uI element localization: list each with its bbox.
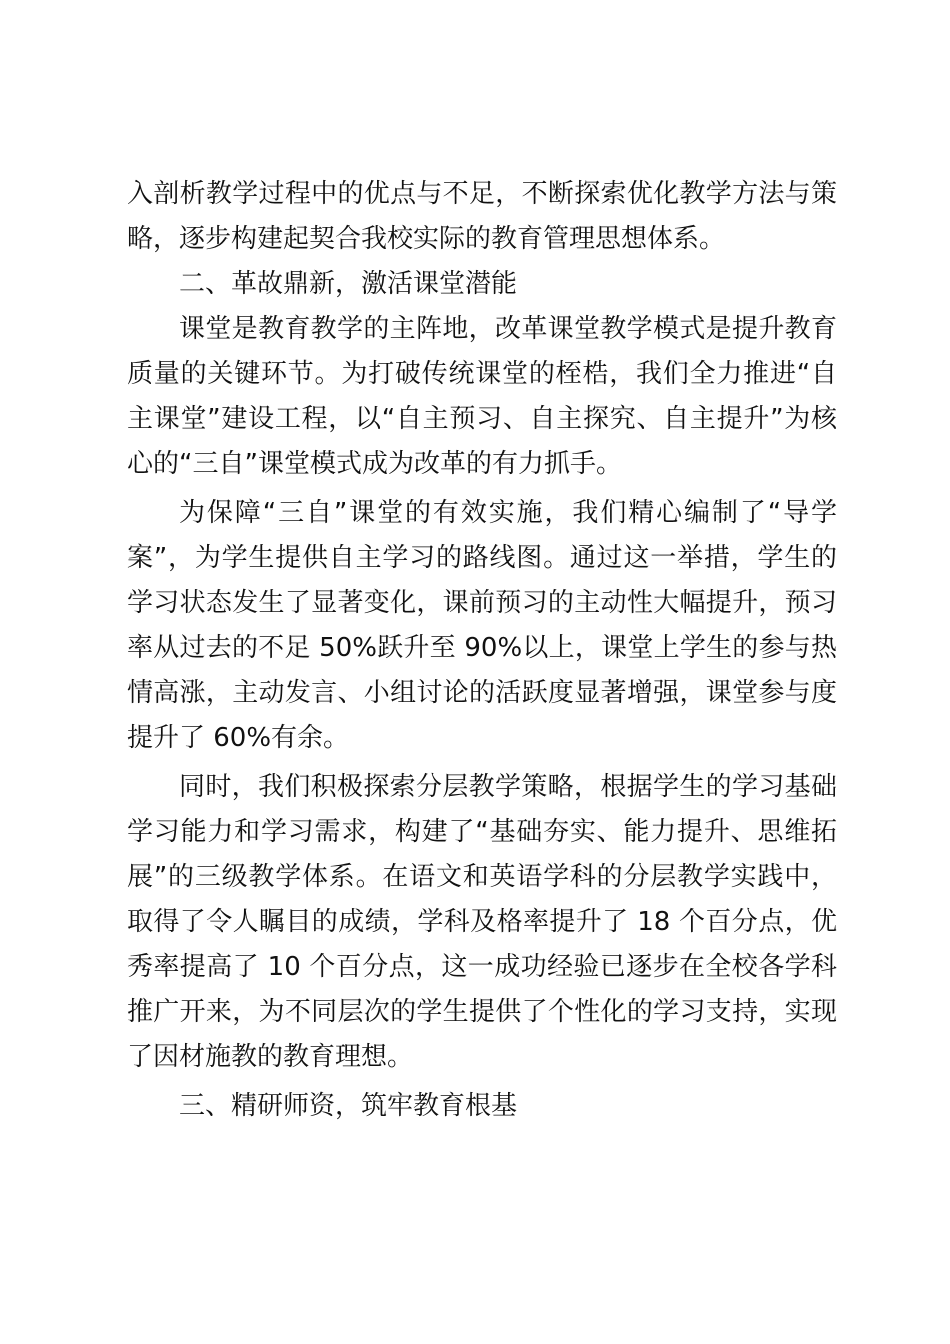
paragraph-classroom-reform: 课堂是教育教学的主阵地，改革课堂教学模式是提升教育质量的关键环节。为打破传统课堂的桎梏，我们全力推进“自主课堂”建设工程，以“自主预习、自主探究、自主提升”为核心的“三自”课堂模式成为改革的有力抓手。 xyxy=(127,314,837,479)
paragraph-continuation: 入剖析教学过程中的优点与不足，不断探索优化教学方法与策略，逐步构建起契合我校实际的教育管理思想体系。 xyxy=(127,179,837,254)
section-heading-2: 二、革故鼎新，激活课堂潜能 xyxy=(179,269,518,299)
paragraph-study-guide: 为保障“三自”课堂的有效实施，我们精心编制了“导学案”，为学生提供自主学习的路线图。通过这一举措，学生的学习状态发生了显著变化，课前预习的主动性大幅提升，预习率从过去的不足 50%跃升至 90%以上，课堂上学生的参与热情高涨，主动发言、小组讨论的活跃度显著增强，课堂参与度提升了 60%有余。 xyxy=(127,498,837,753)
paragraph-tiered-teaching: 同时，我们积极探索分层教学策略，根据学生的学习基础学习能力和学习需求，构建了“基础夯实、能力提升、思维拓展”的三级教学体系。在语文和英语学科的分层教学实践中，取得了令人瞩目的成绩，学科及格率提升了 18 个百分点，优秀率提高了 10 个百分点，这一成功经验已逐步在全校各学科推广开来，为不同层次的学生提供了个性化的学习支持，实现了因材施教的教育理想。 xyxy=(127,772,837,1072)
section-heading-3: 三、精研师资，筑牢教育根基 xyxy=(179,1091,518,1121)
document-body xyxy=(127,172,837,1129)
